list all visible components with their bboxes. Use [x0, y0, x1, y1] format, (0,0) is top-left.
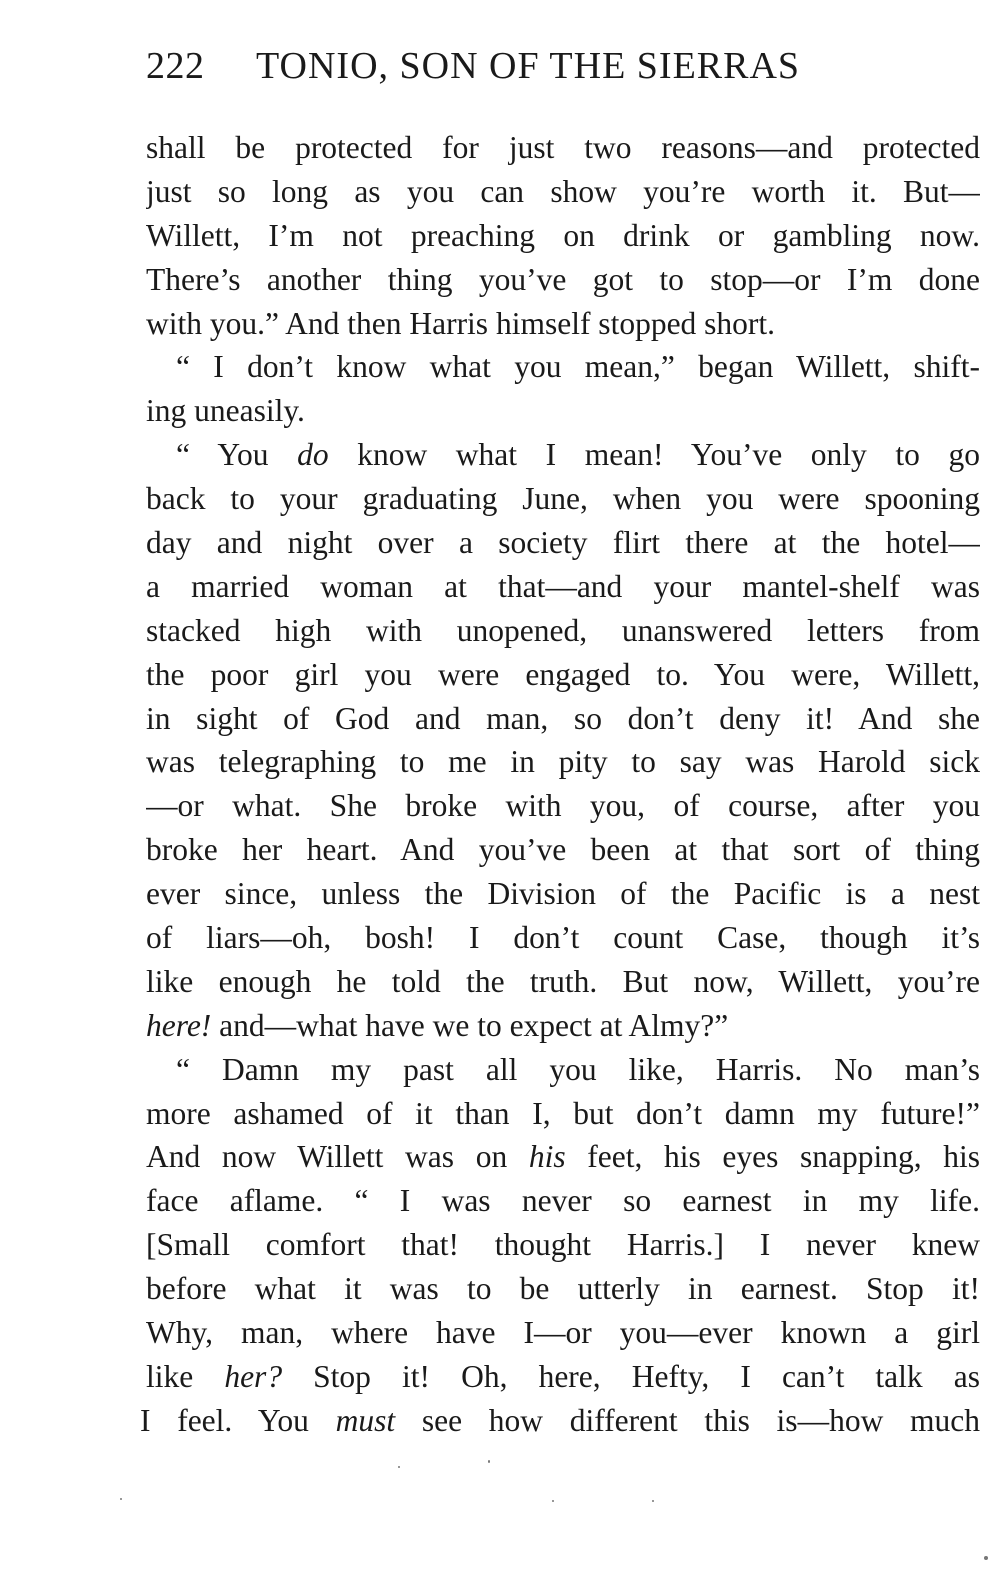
text-line: broke her heart. And you’ve been at that sort of thing [146, 832, 980, 868]
text-line: with you.” And then Harris himself stopped short. [146, 305, 776, 341]
text-line [146, 1004, 980, 1048]
text-line: stacked high with unopened, unanswered letters from [146, 612, 980, 648]
text-run: “ You [176, 437, 298, 473]
text-line [146, 1135, 980, 1179]
text-line: the poor girl you were engaged to. You were, Willett, [146, 656, 980, 692]
text-line: There’s another thing you’ve got to stop—or I’m done [146, 261, 980, 297]
paragraph-start-line: “ Damn my past all you like, Harris. No man’s [176, 1051, 980, 1087]
text-line: ing uneasily. [146, 393, 305, 429]
paper-speck [552, 1500, 554, 1502]
text-run: I feel. You [140, 1402, 336, 1438]
text-run: know what I mean! You’ve only to go [328, 437, 980, 473]
text-line: shall be protected for just two reasons—and protected [146, 130, 980, 165]
text-run: see how different this is—how much [395, 1402, 980, 1438]
paper-speck [652, 1500, 654, 1502]
text-line: day and night over a society flirt there at the hotel— [146, 525, 980, 561]
text-line: [Small comfort that! thought Harris.] I never knew [146, 1227, 980, 1263]
text-line: just so long as you can show you’re worth it. But— [146, 173, 980, 209]
italic-run: here! [146, 1007, 212, 1043]
text-run: And now Willett was on [146, 1139, 529, 1175]
paragraph-start-line: “ I don’t know what you mean,” began Willett, shift- [176, 349, 980, 385]
italic-run: do [297, 437, 329, 473]
body-text [140, 126, 980, 1443]
italic-run: must [335, 1402, 396, 1438]
book-title: TONIO, SON OF THE SIERRAS [256, 45, 801, 87]
text-line: more ashamed of it than I, but don’t damn my future!” [146, 1095, 980, 1131]
italic-run: his [528, 1139, 566, 1175]
text-line: Willett, I’m not preaching on drink or gambling now. [146, 217, 980, 253]
paper-speck [398, 1466, 400, 1468]
text-line: like enough he told the truth. But now, Willett, you’re [146, 963, 980, 999]
text-line: was telegraphing to me in pity to say was Harold sick [146, 744, 980, 780]
text-run: and—what have we to expect at Almy?” [211, 1007, 729, 1043]
text-line: face aflame. “ I was never so earnest in my life. [146, 1183, 980, 1219]
text-line [140, 1399, 980, 1443]
page-number: 222 [146, 45, 205, 87]
text-line: Why, man, where have I—or you—ever known a girl [146, 1315, 980, 1351]
paper-speck [984, 1556, 988, 1560]
text-line: back to your graduating June, when you were spooning [146, 481, 980, 517]
text-line: in sight of God and man, so don’t deny it! And she [146, 700, 980, 736]
text-line: a married woman at that—and your mantel-shelf was [146, 568, 980, 604]
text-line [146, 1355, 980, 1399]
text-run: like [146, 1358, 225, 1394]
paper-speck [120, 1498, 122, 1500]
text-line: —or what. She broke with you, of course, after you [146, 788, 980, 824]
italic-run: her? [224, 1358, 283, 1394]
text-run: feet, his eyes snapping, his [565, 1139, 980, 1175]
running-head [146, 44, 908, 88]
text-line: ever since, unless the Division of the Pacific is a nest [146, 876, 980, 912]
paragraph-start-line [146, 433, 980, 477]
text-line: of liars—oh, bosh! I don’t count Case, though it’s [146, 920, 980, 956]
paper-speck [488, 1460, 490, 1463]
text-run: Stop it! Oh, here, Hefty, I can’t talk as [282, 1358, 980, 1394]
text-line: before what it was to be utterly in earnest. Stop it! [146, 1271, 980, 1307]
